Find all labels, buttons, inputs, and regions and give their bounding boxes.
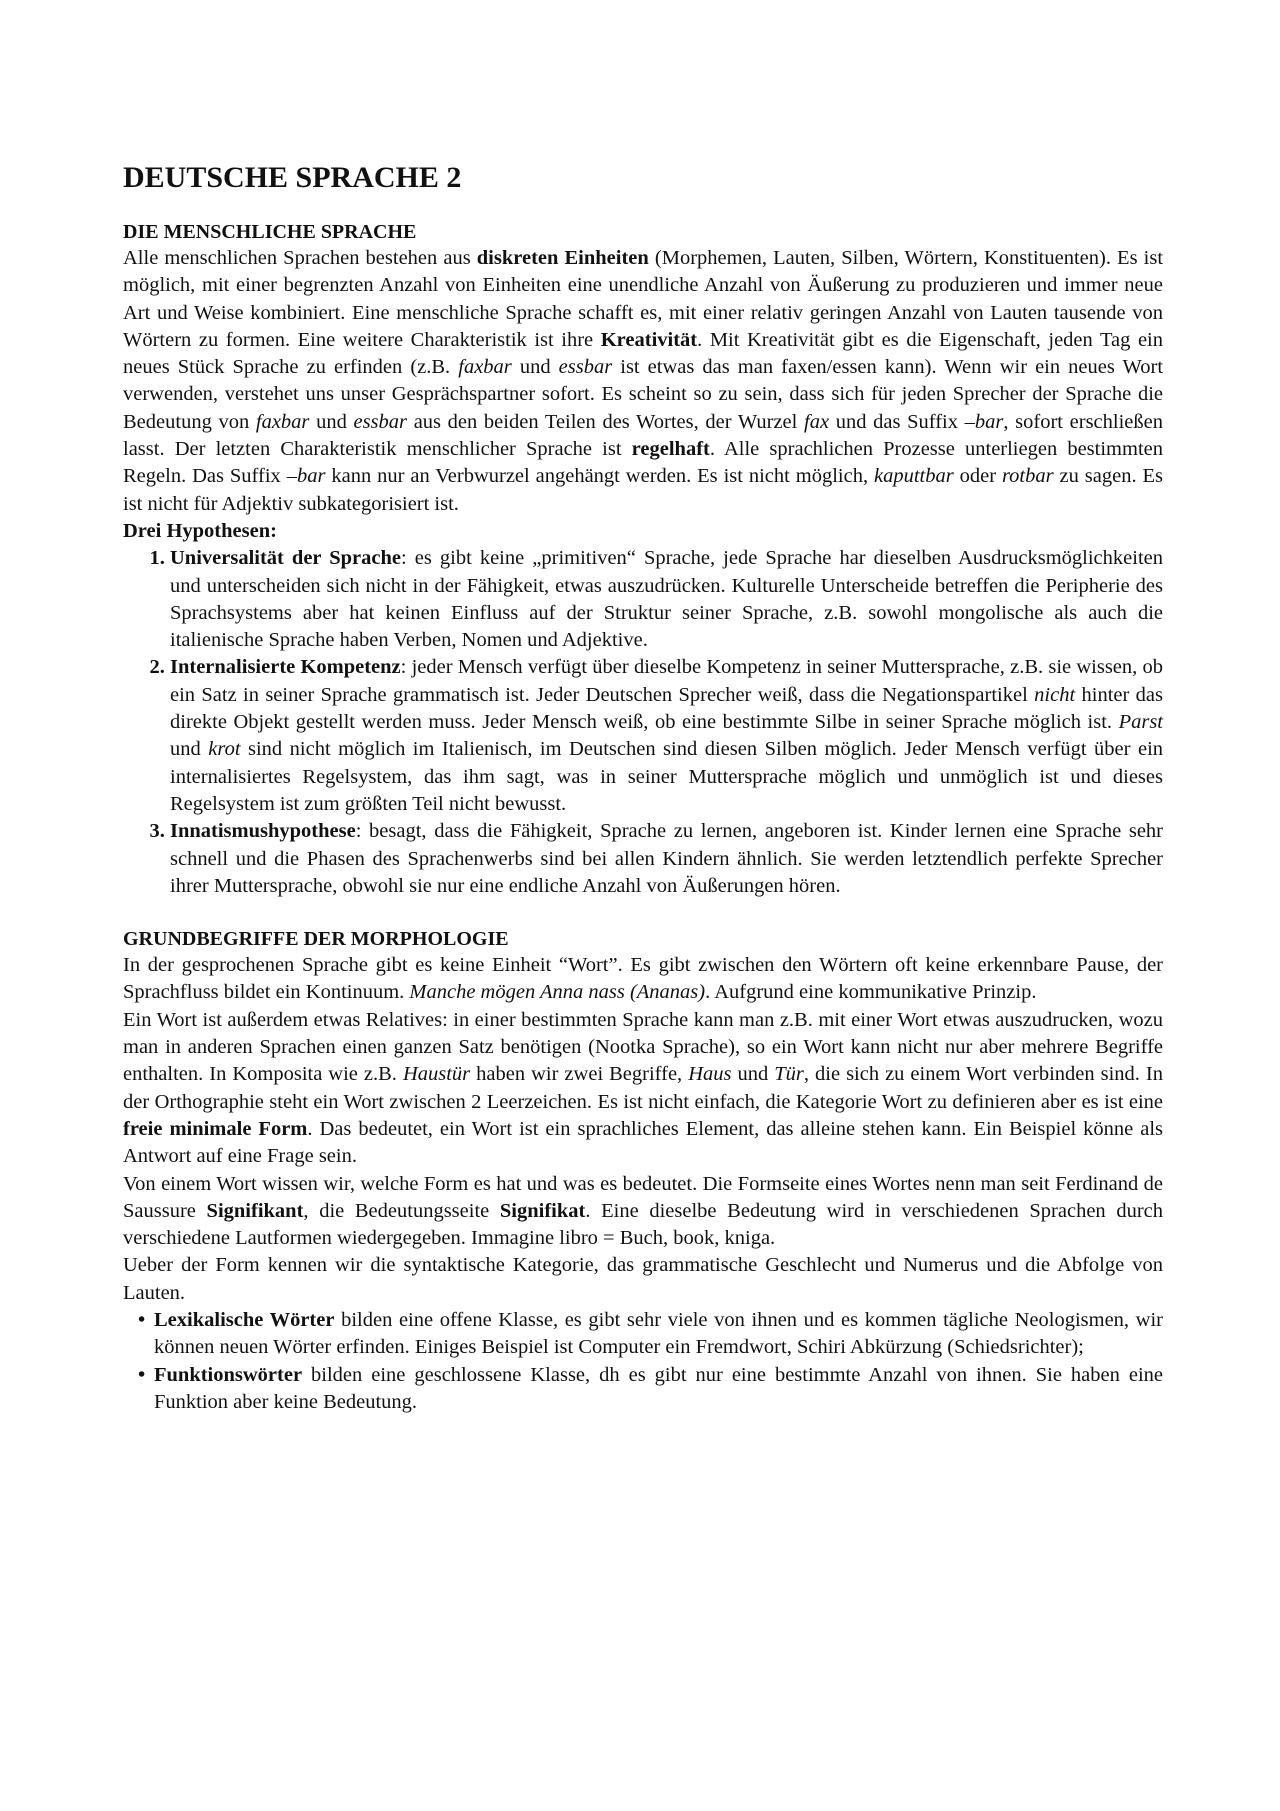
italic-term: –bar [286, 465, 326, 488]
bold-term: Kreativität [600, 328, 698, 351]
italic-term: Tür [774, 1063, 804, 1086]
italic-term: Parst [1118, 711, 1163, 734]
text-run: , sofort erschließen lasst. Der letzten Charakteristik menschlicher Sprache ist [123, 410, 1163, 461]
paragraph-signifikant [123, 1171, 1163, 1253]
bold-term: regelhaft [631, 438, 710, 461]
text-run: und das Suffix [829, 410, 965, 433]
text-run: hinter das direkte Objekt gestellt werden muss. Jeder Mensch weiß, ob eine bestimmte Silbe in seiner Sprache möglich ist. [170, 683, 1163, 734]
text-run: ist etwas das man faxen/essen kann). Wenn wir ein neues Wort verwenden, verstehet uns unser Gesprächspartner sofort. Es scheint so zu sein, dass sich für jeden Sprecher der Sprache die Bedeutung von [123, 356, 1164, 433]
text-run: bilden eine geschlossene Klasse, dh es gibt nur eine bestimmte Anzahl von ihnen. Sie haben eine Funktion aber keine Bedeutung. [154, 1363, 1163, 1413]
text-run: und [309, 410, 354, 433]
text-run: In der gesprochenen Sprache gibt es keine Einheit “Wort”. Es gibt zwischen den Wörtern oft keine erkennbare Pause, der Sprachfluss bildet ein Kontinuum. [123, 954, 1163, 1004]
italic-term: essbar [558, 356, 613, 379]
bold-term: Funktionswörter [154, 1363, 303, 1386]
text-run: . Alle sprachlichen Prozesse unterliegen bestimmten Regeln. Das Suffix [123, 438, 1163, 488]
paragraph-menschliche-sprache [123, 245, 1163, 518]
list-item [154, 1362, 1163, 1417]
text-run: oder [953, 465, 1002, 488]
text-run: , die sich zu einem Wort verbinden sind. In der Orthographie steht ein Wort zwischen 2 Leerzeichen. Es ist nicht einfach, die Kategorie Wort zu definieren aber es ist eine [123, 1063, 1163, 1113]
paragraph-form: Ueber der Form kennen wir die syntaktische Kategorie, das grammatische Geschlecht und Numerus und die Abfolge von Lauten. [123, 1254, 1163, 1304]
bold-term: diskreten Einheiten [476, 247, 649, 269]
text-run: : jeder Mensch verfügt über dieselbe Kompetenz in seiner Muttersprache, z.B. sie wissen, ob ein Satz in seiner Sprache grammatisch ist. Jeder Deutschen Sprecher weiß, dass die Negationspartikel [170, 656, 1163, 706]
paragraph-wort-relativ [123, 1007, 1163, 1171]
bold-term: Universalität der Sprache [170, 547, 401, 570]
section-heading-menschliche-sprache: DIE MENSCHLICHE SPRACHE [123, 221, 417, 243]
text-run: : besagt, dass die Fähigkeit, Sprache zu lernen, angeboren ist. Kinder lernen eine Sprache sehr schnell und die Phasen des Sprachenwerbs sind bei allen Kindern ähnlich. Sie werden letztendlich perfekte Sprecher ihrer Muttersprache, obwohl sie nur eine endliche Anzahl von Äußerungen hören. [170, 820, 1163, 897]
paragraph-wort-einheit [123, 952, 1163, 1007]
hypotheses-list [123, 545, 1163, 900]
bold-term: Signifikat [499, 1199, 586, 1222]
list-item [170, 818, 1163, 900]
list-item [170, 654, 1163, 818]
text-run: und [511, 356, 559, 379]
text-run: aus den beiden Teilen des Wortes, der Wurzel [407, 410, 805, 433]
bold-term: Internalisierte Kompetenz [170, 656, 401, 679]
text-run: . Das bedeutet, ein Wort ist ein sprachliches Element, das alleine stehen kann. Ein Beispiel könne als Antwort auf eine Frage sein. [123, 1117, 1163, 1168]
italic-term: kaputtbar [873, 465, 954, 488]
text-run: bilden eine offene Klasse, es gibt sehr viele von ihnen und es kommen tägliche Neologismen, wir können neuen Wörter erfinden. Einiges Beispiel ist Computer ein Fremdwort, Schiri Abkürzung (Schiedsrichter); [154, 1308, 1163, 1359]
text-run: zu sagen. Es ist nicht für Adjektiv subkategorisiert ist. [123, 465, 1163, 515]
page-title: DEUTSCHE SPRACHE 2 [123, 161, 462, 194]
text-run: . Eine dieselbe Bedeutung wird in verschiedenen Sprachen durch verschiedene Lautformen wiedergegeben. Immagine libro = Buch, book, kniga. [123, 1199, 1163, 1250]
text-run: und [170, 738, 209, 761]
bold-term: Innatismushypothese [170, 820, 356, 843]
text-run: und [731, 1063, 775, 1086]
italic-term: rotbar [1001, 465, 1054, 488]
section-heading-morphologie: GRUNDBEGRIFFE DER MORPHOLOGIE [123, 928, 509, 951]
text-run: Von einem Wort wissen wir, welche Form es hat und was es bedeutet. Die Formseite eines Wortes nenn man seit Ferdinand de Saussure [123, 1172, 1163, 1222]
italic-term: Haustür [402, 1063, 471, 1086]
italic-term: Haus [688, 1063, 732, 1086]
italic-term: –bar [964, 410, 1004, 433]
italic-term: faxbar [458, 356, 512, 379]
italic-term: essbar [353, 410, 408, 433]
text-run: . Aufgrund eine kommunikative Prinzip. [705, 981, 1037, 1004]
text-run: kann nur an Verbwurzel angehängt werden. Es ist nicht möglich, [325, 465, 874, 488]
text-run: Ein Wort ist außerdem etwas Relatives: in einer bestimmten Sprache kann man z.B. mit einer Wort etwas auszudrucken, wozu man in anderen Sprachen einen ganzen Satz benötigen (Nootka Sprache), so ein Wort kann nicht nur aber mehrere Begriffe enthalten. In Komposita wie z.B. [123, 1008, 1163, 1086]
italic-term: Manche mögen Anna nass (Ananas) [409, 981, 706, 1004]
italic-term: krot [208, 738, 241, 761]
list-item [170, 545, 1163, 654]
italic-term: fax [804, 410, 830, 433]
italic-term: faxbar [255, 410, 310, 433]
text-run: , die Bedeutungsseite [303, 1199, 500, 1222]
hypotheses-heading: Drei Hypothesen: [123, 519, 277, 542]
text-run: (Morphemen, Lauten, Silben, Wörtern, Konstituenten). Es ist möglich, mit einer begrenzten Anzahl von Einheiten eine unendliche Anzahl von Äußerung zu produzieren und immer neue Art und Weise kombiniert. Eine menschliche Sprache schafft es, mit einer relativ geringen Anzahl von Lauten tausende von Wörtern zu formen. Eine weitere Charakteristik ist ihre [123, 247, 1164, 351]
text-run: . Mit Kreativität gibt es die Eigenschaft, jeden Tag ein neues Stück Sprache zu erfinden (z.B. [123, 328, 1164, 379]
text-run: sind nicht möglich im Italienisch, im Deutschen sind diesen Silben möglich. Jeder Mensch verfügt über ein internalisiertes Regelsystem, das ihm sagt, was in seiner Muttersprache möglich und unmöglich ist und dieses Regelsystem ist zum größten Teil nicht bewusst. [170, 738, 1164, 815]
list-item [154, 1307, 1163, 1362]
bold-term: Signifikant [206, 1199, 304, 1222]
text-run: Alle menschlichen Sprachen bestehen aus [123, 247, 477, 269]
text-run: haben wir zwei Begriffe, [470, 1063, 689, 1086]
word-types-list [123, 1307, 1163, 1416]
bold-term: freie minimale Form [123, 1117, 308, 1140]
bold-term: Lexikalische Wörter [154, 1308, 335, 1331]
italic-term: nicht [1034, 683, 1076, 706]
text-run: : es gibt keine „primitiven“ Sprache, jede Sprache har dieselben Ausdrucksmöglichkeiten und unterscheiden sich nicht in der Fähigkeit, etwas auszudrücken. Kulturelle Unterscheide betreffen die Peripherie des Sprachsystems aber hat keinen Einfluss auf der Struktur seiner Sprache, z.B. sowohl mongolische als auch die italienische Sprache haben Verben, Nomen und Adjektive. [170, 547, 1163, 652]
document-page [123, 150, 1163, 1416]
